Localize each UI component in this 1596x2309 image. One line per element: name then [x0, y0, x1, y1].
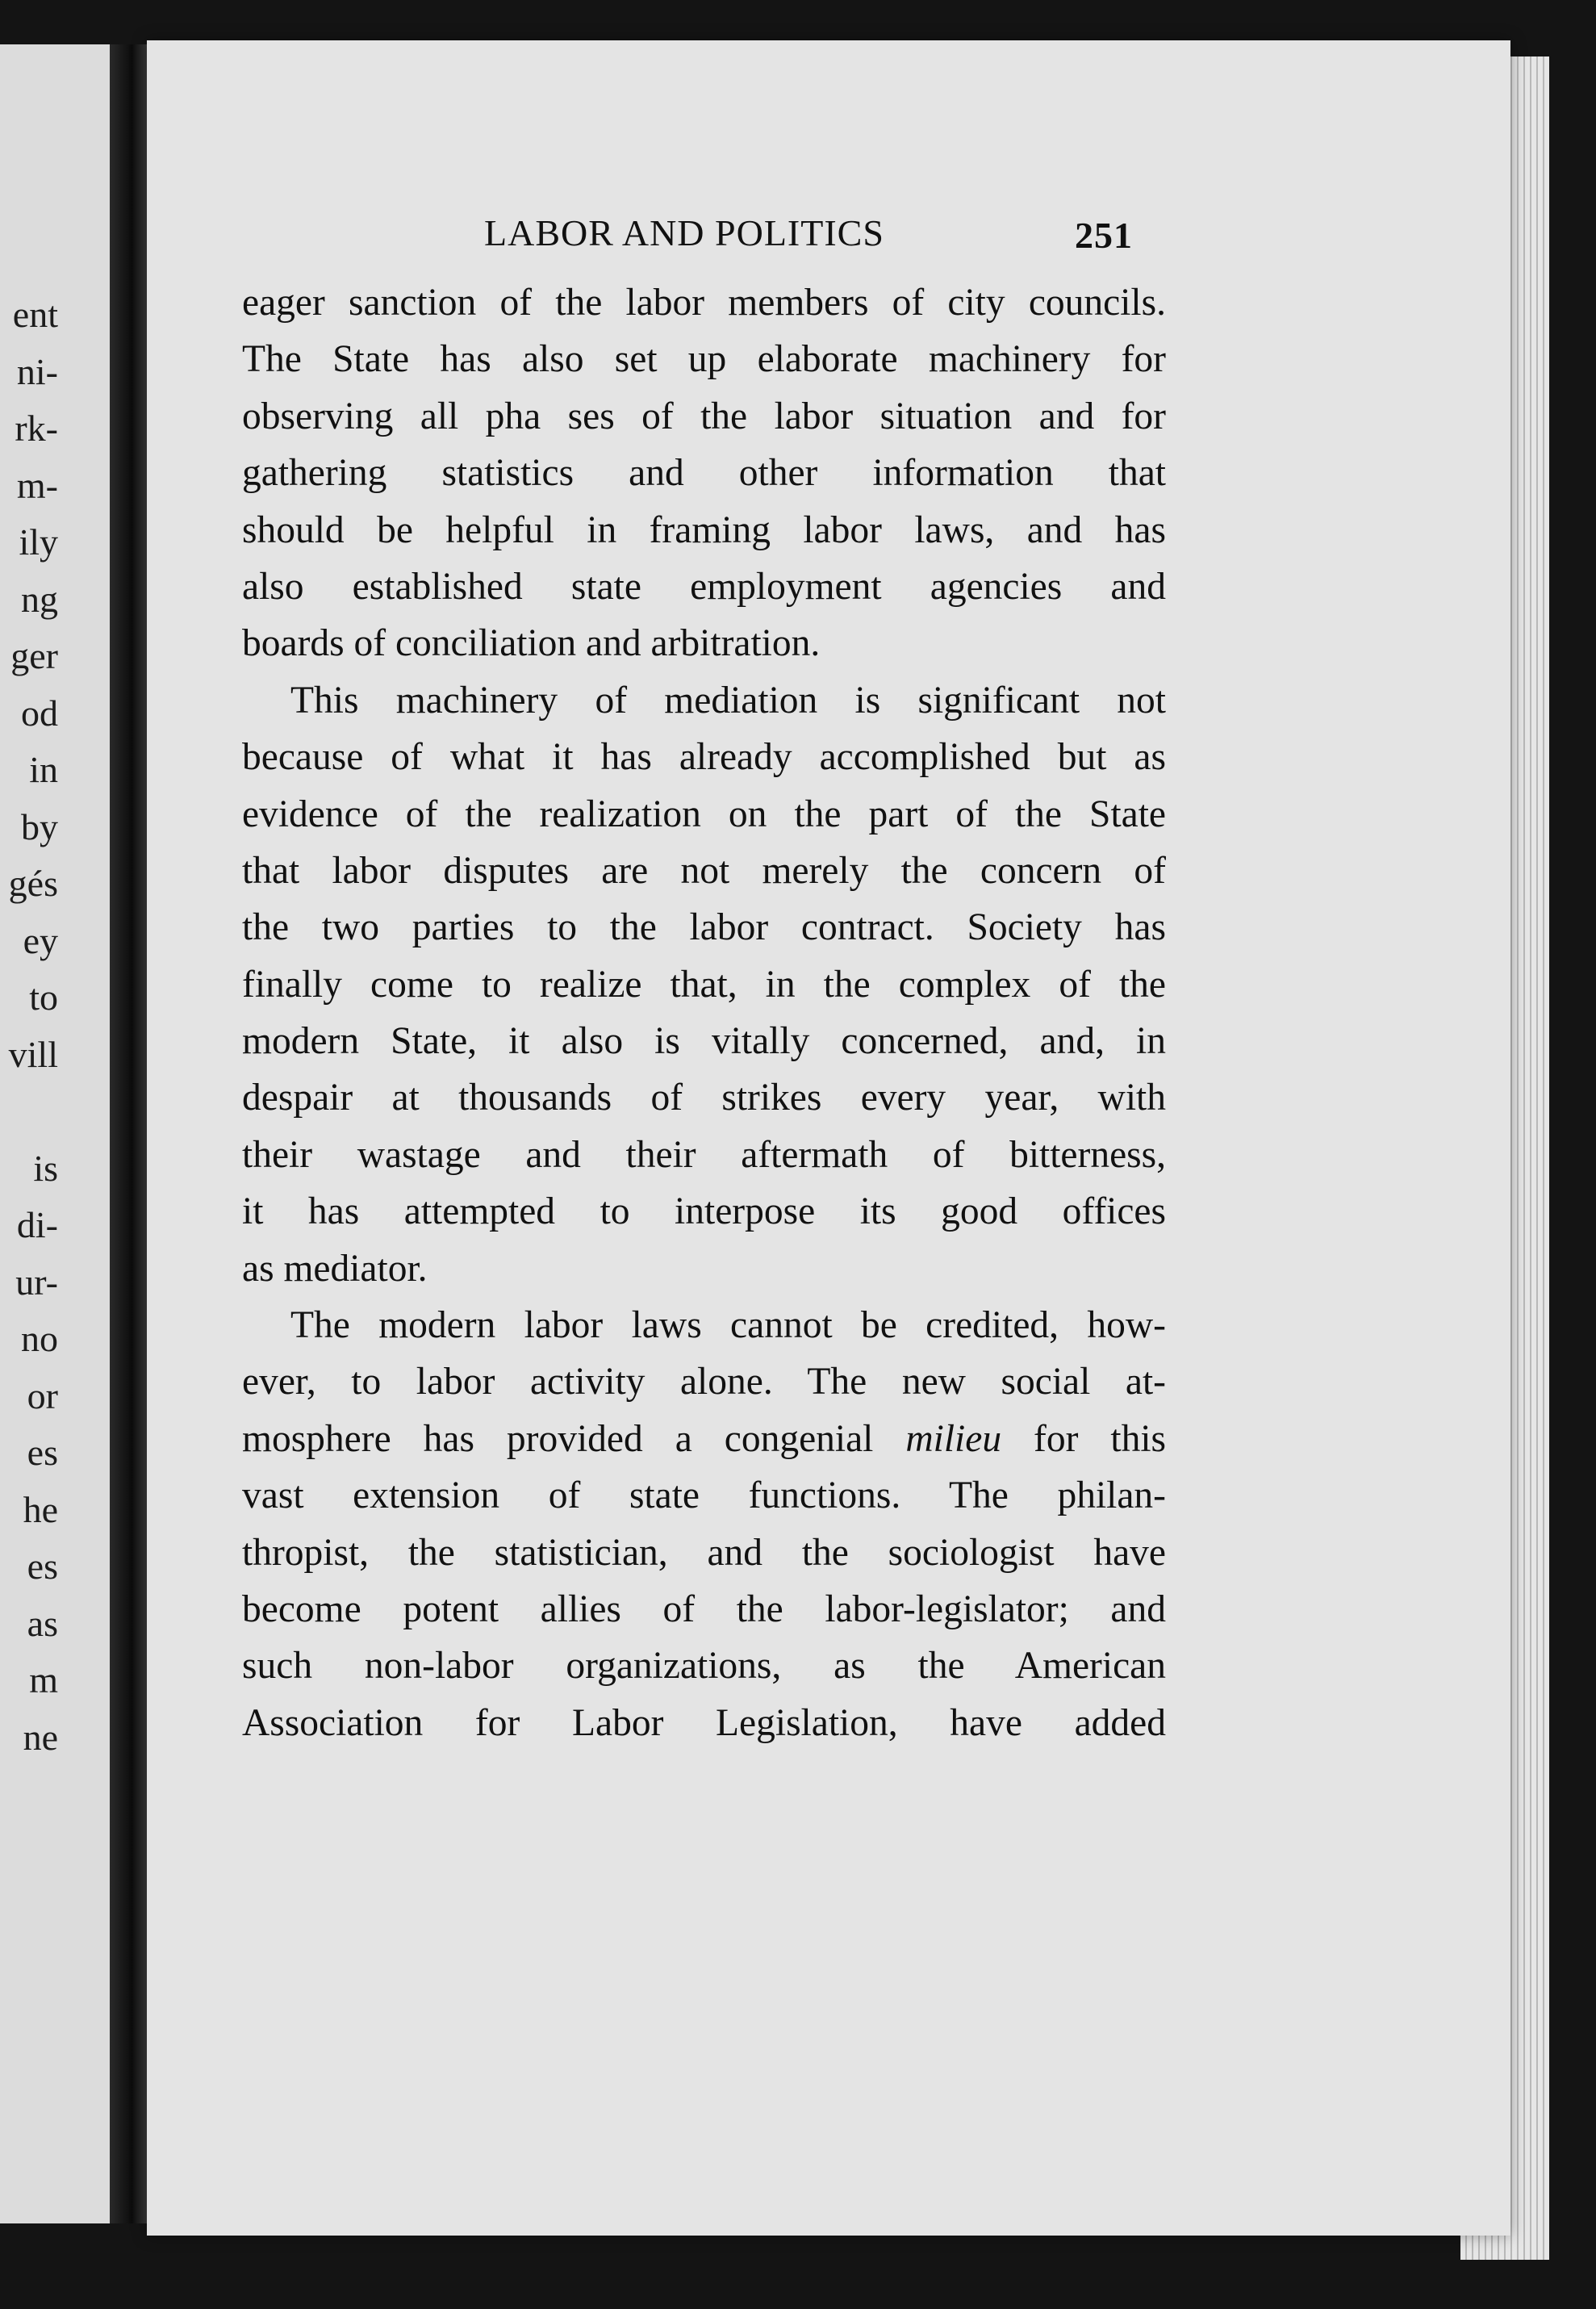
previous-page-fragment: ily — [19, 521, 58, 563]
text-line: Association for Labor Legislation, have added — [242, 1701, 1166, 1744]
text-line: should be helpful in framing labor laws, and has — [242, 508, 1166, 551]
body-text — [242, 274, 1166, 1751]
previous-page-fragment — [0, 1083, 58, 1140]
previous-page-fragment: m- — [16, 464, 58, 506]
text-line: also established state employment agencies and — [242, 565, 1166, 608]
text-line: it has attempted to interpose its good offices — [242, 1190, 1166, 1233]
text-line: their wastage and their aftermath of bitterness, — [242, 1133, 1166, 1176]
previous-page-fragment: ni- — [16, 350, 58, 392]
text-line: despair at thousands of strikes every year, with — [242, 1077, 1166, 1119]
previous-page-fragment: es — [27, 1432, 58, 1473]
previous-page-text-fragments — [0, 287, 58, 1766]
text-line: the two parties to the labor contract. Society has — [242, 906, 1166, 949]
previous-page-fragment: gés — [8, 863, 58, 904]
page-number: 251 — [1075, 215, 1133, 256]
text-line: vast extension of state functions. The philan- — [242, 1474, 1166, 1517]
text-line: This machinery of mediation is significant not — [290, 679, 1166, 722]
text-line: such non-labor organizations, as the American — [242, 1645, 1166, 1688]
previous-page-fragment: or — [27, 1374, 58, 1416]
previous-page-fragment: m — [29, 1659, 58, 1700]
previous-page-fragment: vill — [8, 1033, 58, 1075]
previous-page-fragment: he — [23, 1488, 58, 1530]
text-line: thropist, the statistician, and the sociologist have — [242, 1531, 1166, 1574]
text-line: boards of conciliation and arbitration. — [242, 622, 821, 665]
text-line: that labor disputes are not merely the concern of — [242, 849, 1166, 892]
previous-page-fragment: ent — [12, 294, 58, 335]
previous-page-fragment: od — [21, 692, 58, 734]
previous-page-fragment: to — [29, 977, 58, 1018]
text-line: ever, to labor activity alone. The new social at- — [242, 1361, 1166, 1403]
text-line: as mediator. — [242, 1247, 428, 1290]
previous-page-fragment: in — [29, 749, 58, 790]
text-line: become potent allies of the labor-legislator; and — [242, 1587, 1166, 1630]
previous-page-fragment: is — [33, 1147, 58, 1189]
paragraph — [242, 1297, 1166, 1751]
text-line: observing all pha ses of the labor situation and for — [242, 395, 1166, 437]
paragraph — [242, 672, 1166, 1297]
previous-page-fragment: ger — [10, 635, 58, 676]
previous-page-fragment: by — [21, 805, 58, 847]
text-line: eager sanction of the labor members of city councils. — [242, 282, 1166, 324]
book-gutter — [110, 44, 147, 2223]
text-line: finally come to realize that, in the complex of the — [242, 963, 1166, 1006]
text-line: gathering statistics and other information that — [242, 452, 1166, 495]
previous-page-fragment: ng — [21, 578, 58, 620]
text-line: The modern labor laws cannot be credited, how- — [290, 1304, 1166, 1347]
previous-page-fragment: rk- — [15, 408, 58, 449]
previous-page-fragment: as — [27, 1602, 58, 1644]
text-line: The State has also set up elaborate machinery for — [242, 338, 1166, 381]
text-line: modern State, it also is vitally concerned, and, in — [242, 1020, 1166, 1063]
previous-page-fragment: ne — [23, 1716, 58, 1758]
text-line: mosphere has provided a congenial milieu for this — [242, 1417, 1167, 1460]
previous-page-fragment: es — [27, 1546, 58, 1587]
paragraph — [242, 274, 1166, 672]
text-line: because of what it has already accomplished but as — [242, 736, 1166, 779]
book-page — [147, 40, 1510, 2236]
previous-page-fragment: di- — [16, 1204, 58, 1245]
text-line: evidence of the realization on the part of the State — [242, 793, 1166, 835]
previous-page-fragment: no — [21, 1318, 58, 1359]
running-head: LABOR AND POLITICS — [484, 212, 884, 253]
previous-page-fragment: ur- — [15, 1261, 58, 1303]
previous-page-fragment: ey — [23, 919, 58, 961]
